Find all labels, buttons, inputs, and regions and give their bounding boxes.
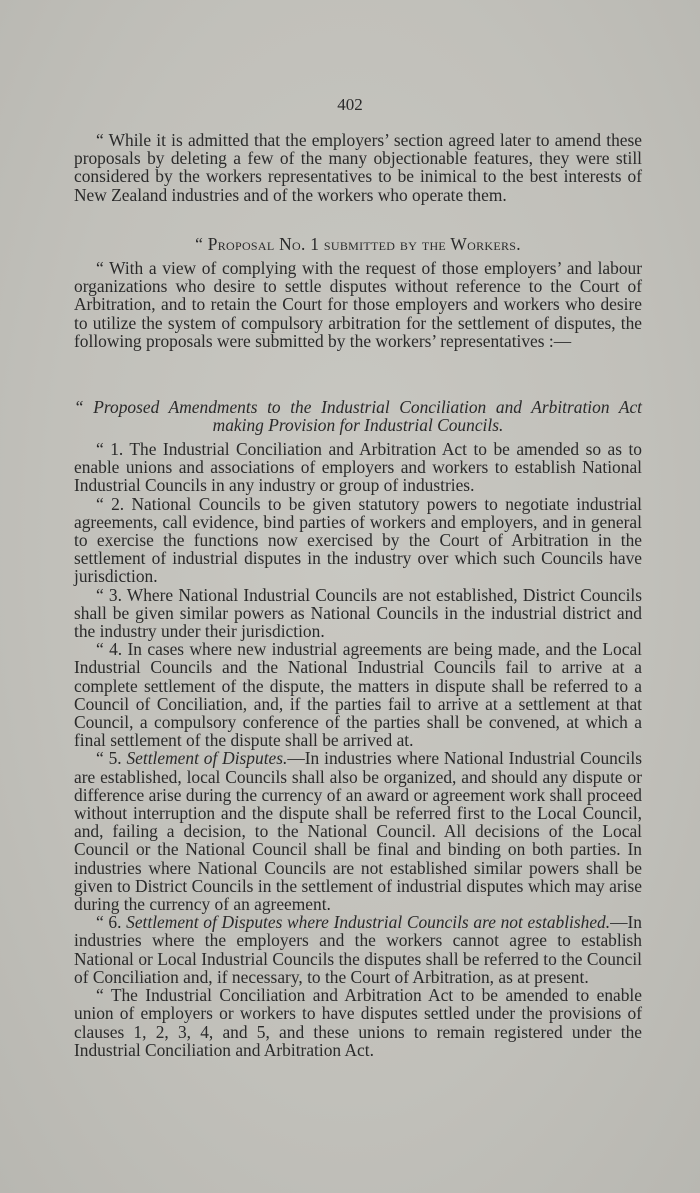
item6-prefix: “ 6. (96, 912, 127, 933)
closing-paragraph: “ The Industrial Conciliation and Arbitration Act to be amended to enable union of employers or workers to have disputes settled under the provisions of clauses 1, 2, 3, 4, and 5, and these unions to remain registered under the Industrial Conciliation and Arbitration Act. (74, 985, 642, 1060)
amendment-item-3: “ 3. Where National Industrial Councils are not established, District Councils shall be given similar powers as National Councils in the industrial district and the industry under their jurisdiction. (74, 584, 642, 642)
amendment-item-4: “ 4. In cases where new industrial agreements are being made, and the Local Industrial Councils and the National Industrial Councils fail to arrive at a complete settlement of the dispute, the matters in dispute shall be referred to a Council of Conciliation, and, if the parties fail to arrive at a settlement at that Council, a compulsory conference of the parties shall be convened, at which a final settlement of the dispute shall be arrived at. (74, 639, 642, 751)
proposal-heading: “ Proposal No. 1 submitted by the Workers. (195, 234, 521, 254)
item6-body: —In industries where the employers and the workers cannot agree to establish National or Local Industrial Councils the disputes shall be referred to the Council of Conciliation and, if necessary, to the Court of Arbitration, as at present. (74, 912, 642, 987)
item5-title: Settlement of Disputes. (126, 748, 288, 769)
amendment-item-5 (74, 749, 642, 913)
proposal-paragraph: “ With a view of complying with the request of those employers’ and labour organizations who desire to settle disputes without reference to the Court of Arbitration, and to retain the Court for those employers and workers who desire to utilize the system of compulsory arbitration for the settlement of disputes, the following proposals were submitted by the workers’ representatives :— (74, 258, 642, 351)
amendment-items-block (74, 440, 642, 1059)
item5-prefix: “ 5. (96, 748, 127, 769)
item6-title: Settlement of Disputes where Industrial Councils are not established. (126, 912, 611, 933)
amendment-item-6 (74, 913, 642, 986)
intro-paragraph-block (74, 131, 642, 204)
amendment-item-1: “ 1. The Industrial Conciliation and Arbitration Act to be amended so as to enable unions and associations of employers and workers to establish National Industrial Councils in any industry or group of industries. (74, 439, 642, 496)
amendments-heading-line1: “ Proposed Amendments to the Industrial Conciliation and Arbitration Act (74, 397, 642, 417)
amendment-item-2: “ 2. National Councils to be given statutory powers to negotiate industrial agreements, call evidence, bind parties of workers and employers, and in general to exercise the functions now exercised by the Court of Arbitration in the settlement of industrial disputes in the industry over which such Councils have jurisdiction. (74, 493, 642, 587)
amendments-heading-line2: making Provision for Industrial Councils. (212, 415, 504, 436)
proposal-heading-block (74, 235, 642, 253)
amendments-heading-block (74, 398, 642, 434)
item5-body: —In industries where National Industrial Councils are established, local Councils shall also be organized, and should any dispute or difference arise during the currency of an award or agreement work shall proceed without interruption and the dispute shall be referred first to the Local Council, and, failing a decision, to the National Council. All decisions of the Local Council or the National Council shall be final and binding on both parties. In industries where National Councils are not established similar powers shall be given to District Councils in the settlement of industrial disputes which may arise during the currency of an agreement. (74, 748, 643, 915)
intro-paragraph: “ While it is admitted that the employers’ section agreed later to amend these proposals by deleting a few of the many objectionable features, they were still considered by the workers representatives to be inimical to the best interests of New Zealand industries and of the workers who operate them. (74, 130, 642, 205)
page-number: 402 (337, 95, 363, 114)
proposal-paragraph-block (74, 259, 642, 350)
amendments-heading (74, 398, 642, 434)
